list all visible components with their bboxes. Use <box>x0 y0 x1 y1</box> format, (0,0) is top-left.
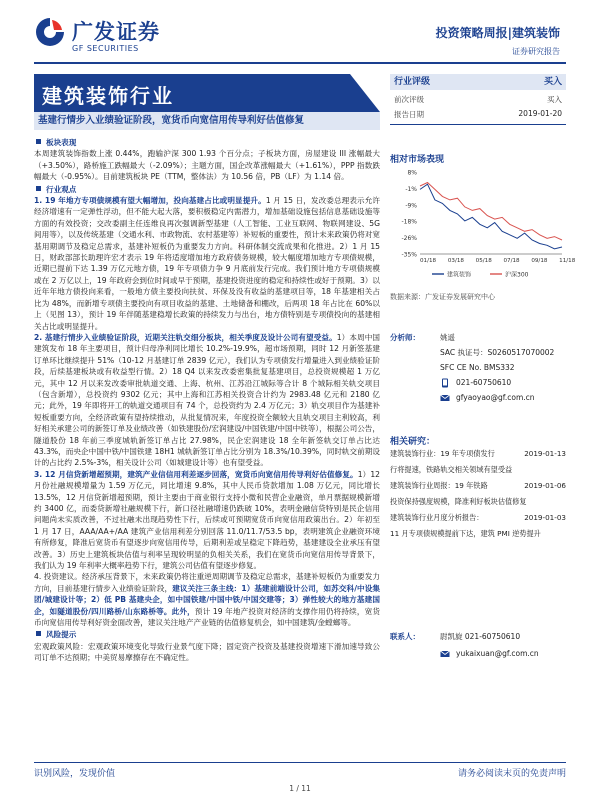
relative-performance-chart <box>390 166 576 286</box>
report-type: 投资策略周报|建筑装饰 <box>435 26 560 40</box>
footer-disclaimer: 请务必阅读末页的免责声明 <box>457 769 566 779</box>
paragraph-view-3: 3. 12 月信贷新增超预期，建筑产业信信用利差逐步回落，宽货币向宽信用传导利好估值修复。1）12 月份社融规模增量为 1.59 万亿元，同比增速 9.8%，其中人民币贷款增加 1.08 万亿元，同比增长 13.5%，12 月信贷新增超预期，预计主要由于商业银行支持小微和民营企业融资，单月票据规模新增约 3400 亿，而委贷新增社融规模下行，新口径社融增速仍跌破 10%，表明金融信贷特别是民企信用问题尚未实质改善，不过社融未出现趋势性下行，后续或可预期宽货币向宽信用政策出台。2）年初至 1 月 17 日，AAA/AA+/AA 建筑产业信用利差分别回落 11.0/11.7/53.5 bp，表明建筑企业融资环境有所修复，降准后宽货币有望逐步向宽信用传导，后期利差或呈稳定下降趋势，基建建设全业承压有望改善。3）历史上建筑板块估值与利率呈现较明显的负相关关系，我们在宽货币向宽信用传导背景下，我们认为 19 年利率大概率趋势下行，建筑公司估值有望逐步修复。 <box>34 469 380 571</box>
paragraph-performance: 本周建筑装饰指数上涨 0.44%，跑输沪深 300 1.93 个百分点；子板块方面，房屋建设 III 涨幅最大（+3.50%），路桥施工跌幅最大（-2.09%）；主题方面，国企改革涨幅最大（+1.61%），PPP 指数跌幅最大（-0.95%）。目前建筑板块 PE（TTM，整体法）为 10.56 倍，PB（LF）为 1.14 倍。 <box>34 149 380 182</box>
contact-block <box>390 628 566 662</box>
analyst-email[interactable]: gfyaoyao@gf.com.cn <box>456 393 535 402</box>
paragraph-view-2: 2. 基建行情步入业绩验证阶段，近期关注轨交细分板块，相关季度及设计公司有望受益。1）本周中国建筑发布 18 年主要项目，预计归母净利同比增长 10.2%-19.9%，超市场预期，同时 12 月新签基建订单环比继续提升 51%（10-12 月基建订单 2839 亿元），我们认为专项债发行增量进入到业绩验证阶段，后续基建板块或有收益型行情。2）18 Q4 以来发改委密集批复基建项目，总投资规模超 1 万亿元，其中 12 月以来发改委审批轨道交通、上海、杭州、江苏沿江城际等合计 8 个城际相关轨交项目（包含新增），总投资约 9302 亿元；其中上海和江苏相关投资合计约为 2983.48 亿元和 2180 亿元；此外，19 年即将开工的轨道交通项目有 74 个，总投资约为 2.4 万亿元；3）轨交项目作为基建补短板重要方向，全经济政策有望持续推动，从批复情况来，年度投资全额较大且轨交项目主利较高，利好相关承建公司的新签订单及业绩改善（如铁建股份/宏润建设/中国铁建/中国中铁等），根据公司公告，隧道股份 18 年前三季度城轨新签订单占比 27.98%，民企宏润建设 18 全年新签轨交订单占比达 43.3%，而央企中国中铁/中国铁建 18H1 城轨新签订单占比分别为 18.3%/10.39%，同时轨交前期设计的占比约 2.5%-3%，相关设计公司（如城建设计等）也有望受益。 <box>34 332 380 468</box>
page-subtitle: 基建行情步入业绩验证阶段，宽货币向宽信用传导利好估值修复 <box>34 112 380 130</box>
related-item-date: 2019-01-06 <box>524 481 566 490</box>
report-date-row: 报告日期 2019-01-20 <box>394 109 562 119</box>
legend-label: 沪深300 <box>505 271 529 279</box>
email-icon <box>440 393 450 403</box>
logo-text-cn: 广发证券 <box>72 20 160 44</box>
related-item-date: 2019-01-03 <box>524 513 566 522</box>
report-body <box>34 136 380 758</box>
y-tick-label: -9% <box>405 202 417 210</box>
section-heading: 行业观点 <box>34 184 380 195</box>
divider <box>390 124 566 125</box>
x-tick-label: 11/18 <box>559 258 576 264</box>
rating-header <box>390 74 566 90</box>
chart-title: 相对市场表现 <box>390 155 445 165</box>
related-item-title[interactable]: 建筑装饰行业周报：19 年铁路 <box>390 481 488 490</box>
series-line <box>420 184 562 249</box>
related-item-title[interactable]: 建筑装饰行业月度分析报告： <box>390 513 484 522</box>
previous-rating-row: 前次评级 买入 <box>394 95 562 104</box>
sfc-number: SFC CE No. BMS332 <box>440 363 515 372</box>
related-item-title-cont[interactable]: 行将提速，铁路轨交相关领域有望受益 <box>390 465 513 474</box>
x-tick-label: 01/18 <box>420 258 437 264</box>
related-item-title[interactable]: 建筑装饰行业：19 年专项债发行 <box>390 449 495 458</box>
contact-label: 联系人： <box>390 632 420 641</box>
y-tick-label: -18% <box>401 218 417 226</box>
related-research-list <box>390 446 566 542</box>
paragraph-view-1: 1. 19 年地方专项债规模有望大幅增加，投向基建占比或明显提升。1 月 15 日，发改委总理表示允许经济增速有一定弹性浮动，但不能大起大落，要积极稳定内需潜力，增加基础设施包括信息基础设施等方面的有效投资；交改委副主任连维良再次强调新型基建（人工智能、工业互联网、物联网建设、5G 间用等），以及传统基建（交通水利、市政物流、农村基建等）补短板的重要性，预计未来政策仍将对宽基用期调节及稳定总需求，基建补短板仍为重要发力方向。科研体制交流成果和化推进。2）1 月 15 日，财政部部长助理许宏才表示 19 年将适度增加地方政府债务规模，较大幅度增加地方专项债规模，近期已提前下达 1.39 万亿元地方债，19 年专项债力争 9 月底前发行完成。我们预计地方专项债规模或在 2 万亿以上，19 年政府会到位时间或早于预期，基建投资进度的稳定和持续性或好于预期。3）以近年年地方债投向来看，一般地方债主要投向扶贫、环保及没有收益的基建项目等，18 年基建相关占比为 48%，而新增专项债主要投向有项目收益的基建、土地储备和棚改，后两项 18 年占比在 60%以上（见图 13），预计 19 年伴随基建稳增长政策的持续发力与出台，地方债特别是专项债投向的基建相关占比或明显提升。 <box>34 196 380 331</box>
sac-number: SAC 执证号：S0260517070002 <box>440 348 555 357</box>
analyst-block <box>390 330 566 405</box>
contact-phone: 021-60750610 <box>464 632 521 641</box>
logo-mark-icon <box>34 16 66 48</box>
legend-label: 建筑装饰 <box>447 271 472 279</box>
report-category: 证券研究报告 <box>512 47 560 56</box>
x-tick-label: 03/18 <box>447 258 464 264</box>
phone-icon <box>440 378 450 388</box>
rating-label: 行业评级 <box>394 77 431 87</box>
x-tick-label: 05/18 <box>475 258 492 264</box>
y-tick-label: 8% <box>407 169 417 177</box>
related-item[interactable] <box>390 478 566 494</box>
company-logo <box>34 14 164 62</box>
series-line <box>420 183 562 241</box>
contact-name: 尉凯旋 <box>440 632 463 641</box>
related-item-title-cont[interactable]: 投资保持强度规模，降准利好板块估值修复 <box>390 497 527 506</box>
email-icon <box>440 649 450 659</box>
section-heading: 板块表现 <box>34 137 380 148</box>
x-tick-label: 09/18 <box>531 258 548 264</box>
logo-text-en: GF SECURITIES <box>72 44 139 53</box>
paragraph-view-4: 4. 投资建议。经济承压背景下，未来政策仍将注重逆周期调节及稳定总需求，基建补短板仍为重要发力方向，目前基建行情步入业绩验证阶段，建议关注三条主线：1）基建前端设计公司，如苏交科/中设集团/城建设计等；2）低 PB 基建央企，如中国铁建/中国中铁/中国交建等；3）弹性较大的地方基建国企，如隧道股份/四川路桥/山东路桥等。此外，预计 19 年地产投资对经济的支撑作用仍将持续，宽货币向宽信用传导利好资金面改善，建议关注地产产业链的估值修复机会，如中国建筑/金螳螂等。 <box>34 572 380 628</box>
related-item[interactable] <box>390 446 566 462</box>
bullet-square-icon <box>36 139 41 144</box>
related-item[interactable] <box>390 510 566 526</box>
analyst-name: 姚遥 <box>440 333 455 342</box>
analyst-phone: 021-60750610 <box>456 378 512 387</box>
bullet-square-icon <box>36 186 41 191</box>
page-number: 1 / 11 <box>289 784 311 793</box>
footer-slogan: 识别风险，发现价值 <box>34 769 116 779</box>
related-item-date: 2019-01-13 <box>524 449 566 458</box>
contact-email[interactable]: yukaixuan@gf.com.cn <box>456 649 539 658</box>
y-tick-label: -26% <box>401 235 417 243</box>
y-tick-label: -35% <box>401 251 417 259</box>
paragraph-risk: 宏观政策风险：宏观政策环境变化导致行业景气度下降；固定资产投资及基建投资增速下滑加速导致公司订单不达预期；中美贸易摩擦存在不确定性。 <box>34 641 380 663</box>
related-item-title-cont[interactable]: 11 月专项债规模提前下达，建筑 PMI 逆势提升 <box>390 529 541 538</box>
chart-source: 数据来源：广发证券发展研究中心 <box>390 293 495 301</box>
x-tick-label: 07/18 <box>503 258 520 264</box>
bullet-square-icon <box>36 631 41 636</box>
rating-value: 买入 <box>543 77 562 87</box>
section-heading: 风险提示 <box>34 629 380 640</box>
header-divider <box>34 62 566 64</box>
analyst-label: 分析师： <box>390 333 420 342</box>
rating-panel <box>390 74 566 125</box>
title-banner <box>34 74 380 112</box>
page-title: 建筑装饰行业 <box>42 84 174 108</box>
footer-divider <box>34 762 566 763</box>
y-tick-label: -1% <box>405 185 417 193</box>
related-research-title: 相关研究： <box>390 437 436 447</box>
banner-corner-decoration <box>350 74 380 112</box>
